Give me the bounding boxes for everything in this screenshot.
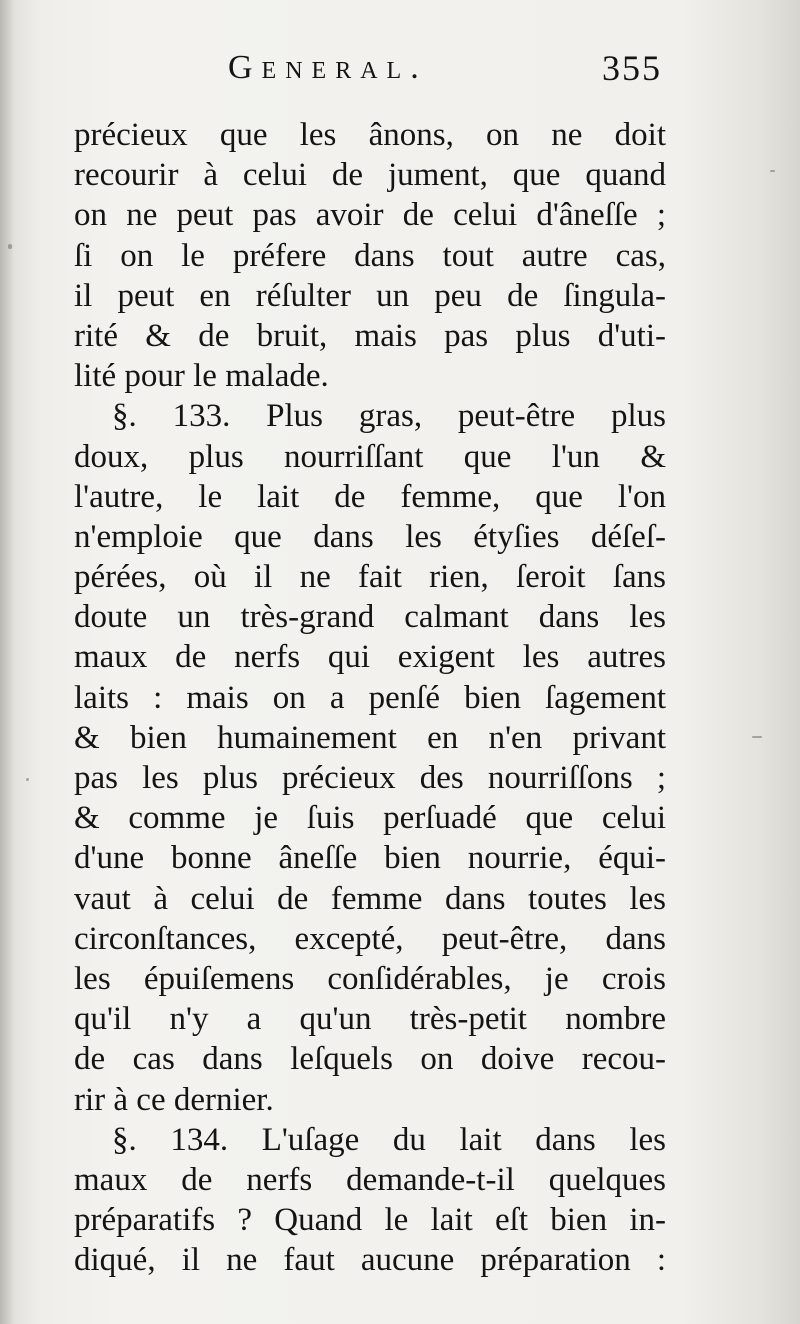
- text-line: préparatifs ? Quand le lait eſt bien in-: [74, 1202, 666, 1239]
- text-line: n'emploie que dans les étyſies déſeſ-: [74, 518, 666, 555]
- text-line: maux de nerfs qui exigent les autres: [74, 639, 666, 676]
- text-line: les épuiſemens conſidérables, je crois: [74, 960, 666, 997]
- paragraph-start-134: §. 134. L'uſage du lait dans les: [112, 1121, 666, 1158]
- ink-speck: [752, 736, 762, 738]
- paragraph-start-133: §. 133. Plus gras, peut-être plus: [112, 398, 666, 435]
- text-line: d'une bonne âneſſe bien nourrie, équi-: [74, 840, 666, 877]
- text-line: qu'il n'y a qu'un très-petit nombre: [74, 1001, 666, 1038]
- text-line: vaut à celui de femme dans toutes les: [74, 880, 666, 917]
- text-line: & bien humainement en n'en privant: [74, 719, 666, 756]
- body-text: [74, 115, 674, 1280]
- ink-speck: [26, 778, 29, 781]
- running-title: General.: [228, 49, 428, 86]
- text-line: diqué, il ne faut aucune préparation :: [74, 1242, 666, 1279]
- binding-shadow: [0, 0, 14, 1324]
- text-line: rité & de bruit, mais pas plus d'uti-: [74, 317, 666, 354]
- text-line: on ne peut pas avoir de celui d'âneſſe ;: [74, 197, 666, 234]
- text-line: doux, plus nourriſſant que l'un &: [74, 438, 666, 475]
- text-line: laits : mais on a penſé bien ſagement: [74, 679, 666, 716]
- text-line: pérées, où il ne fait rien, ſeroit ſans: [74, 559, 666, 596]
- page-number: 355: [602, 48, 662, 88]
- page-header: [0, 42, 800, 102]
- text-line: pas les plus précieux des nourriſſons ;: [74, 760, 666, 796]
- text-line: précieux que les ânons, on ne doit: [74, 117, 666, 153]
- text-line: lité pour le malade.: [74, 358, 329, 395]
- text-line: rir à ce dernier.: [74, 1081, 274, 1118]
- text-line: l'autre, le lait de femme, que l'on: [74, 478, 666, 515]
- text-line: circonſtances, excepté, peut-être, dans: [74, 920, 666, 957]
- text-line: ſi on le préfere dans tout autre cas,: [74, 237, 666, 274]
- text-line: doute un très-grand calmant dans les: [74, 599, 666, 636]
- ink-speck: [8, 244, 12, 249]
- text-line: de cas dans leſquels on doive recou-: [74, 1041, 666, 1078]
- text-line: & comme je ſuis perſuadé que celui: [74, 800, 666, 837]
- text-line: maux de nerfs demande-t-il quelques: [74, 1161, 666, 1198]
- ink-speck: [770, 170, 775, 172]
- text-line: il peut en réſulter un peu de ſingula-: [74, 277, 666, 314]
- text-line: recourir à celui de jument, que quand: [74, 157, 666, 194]
